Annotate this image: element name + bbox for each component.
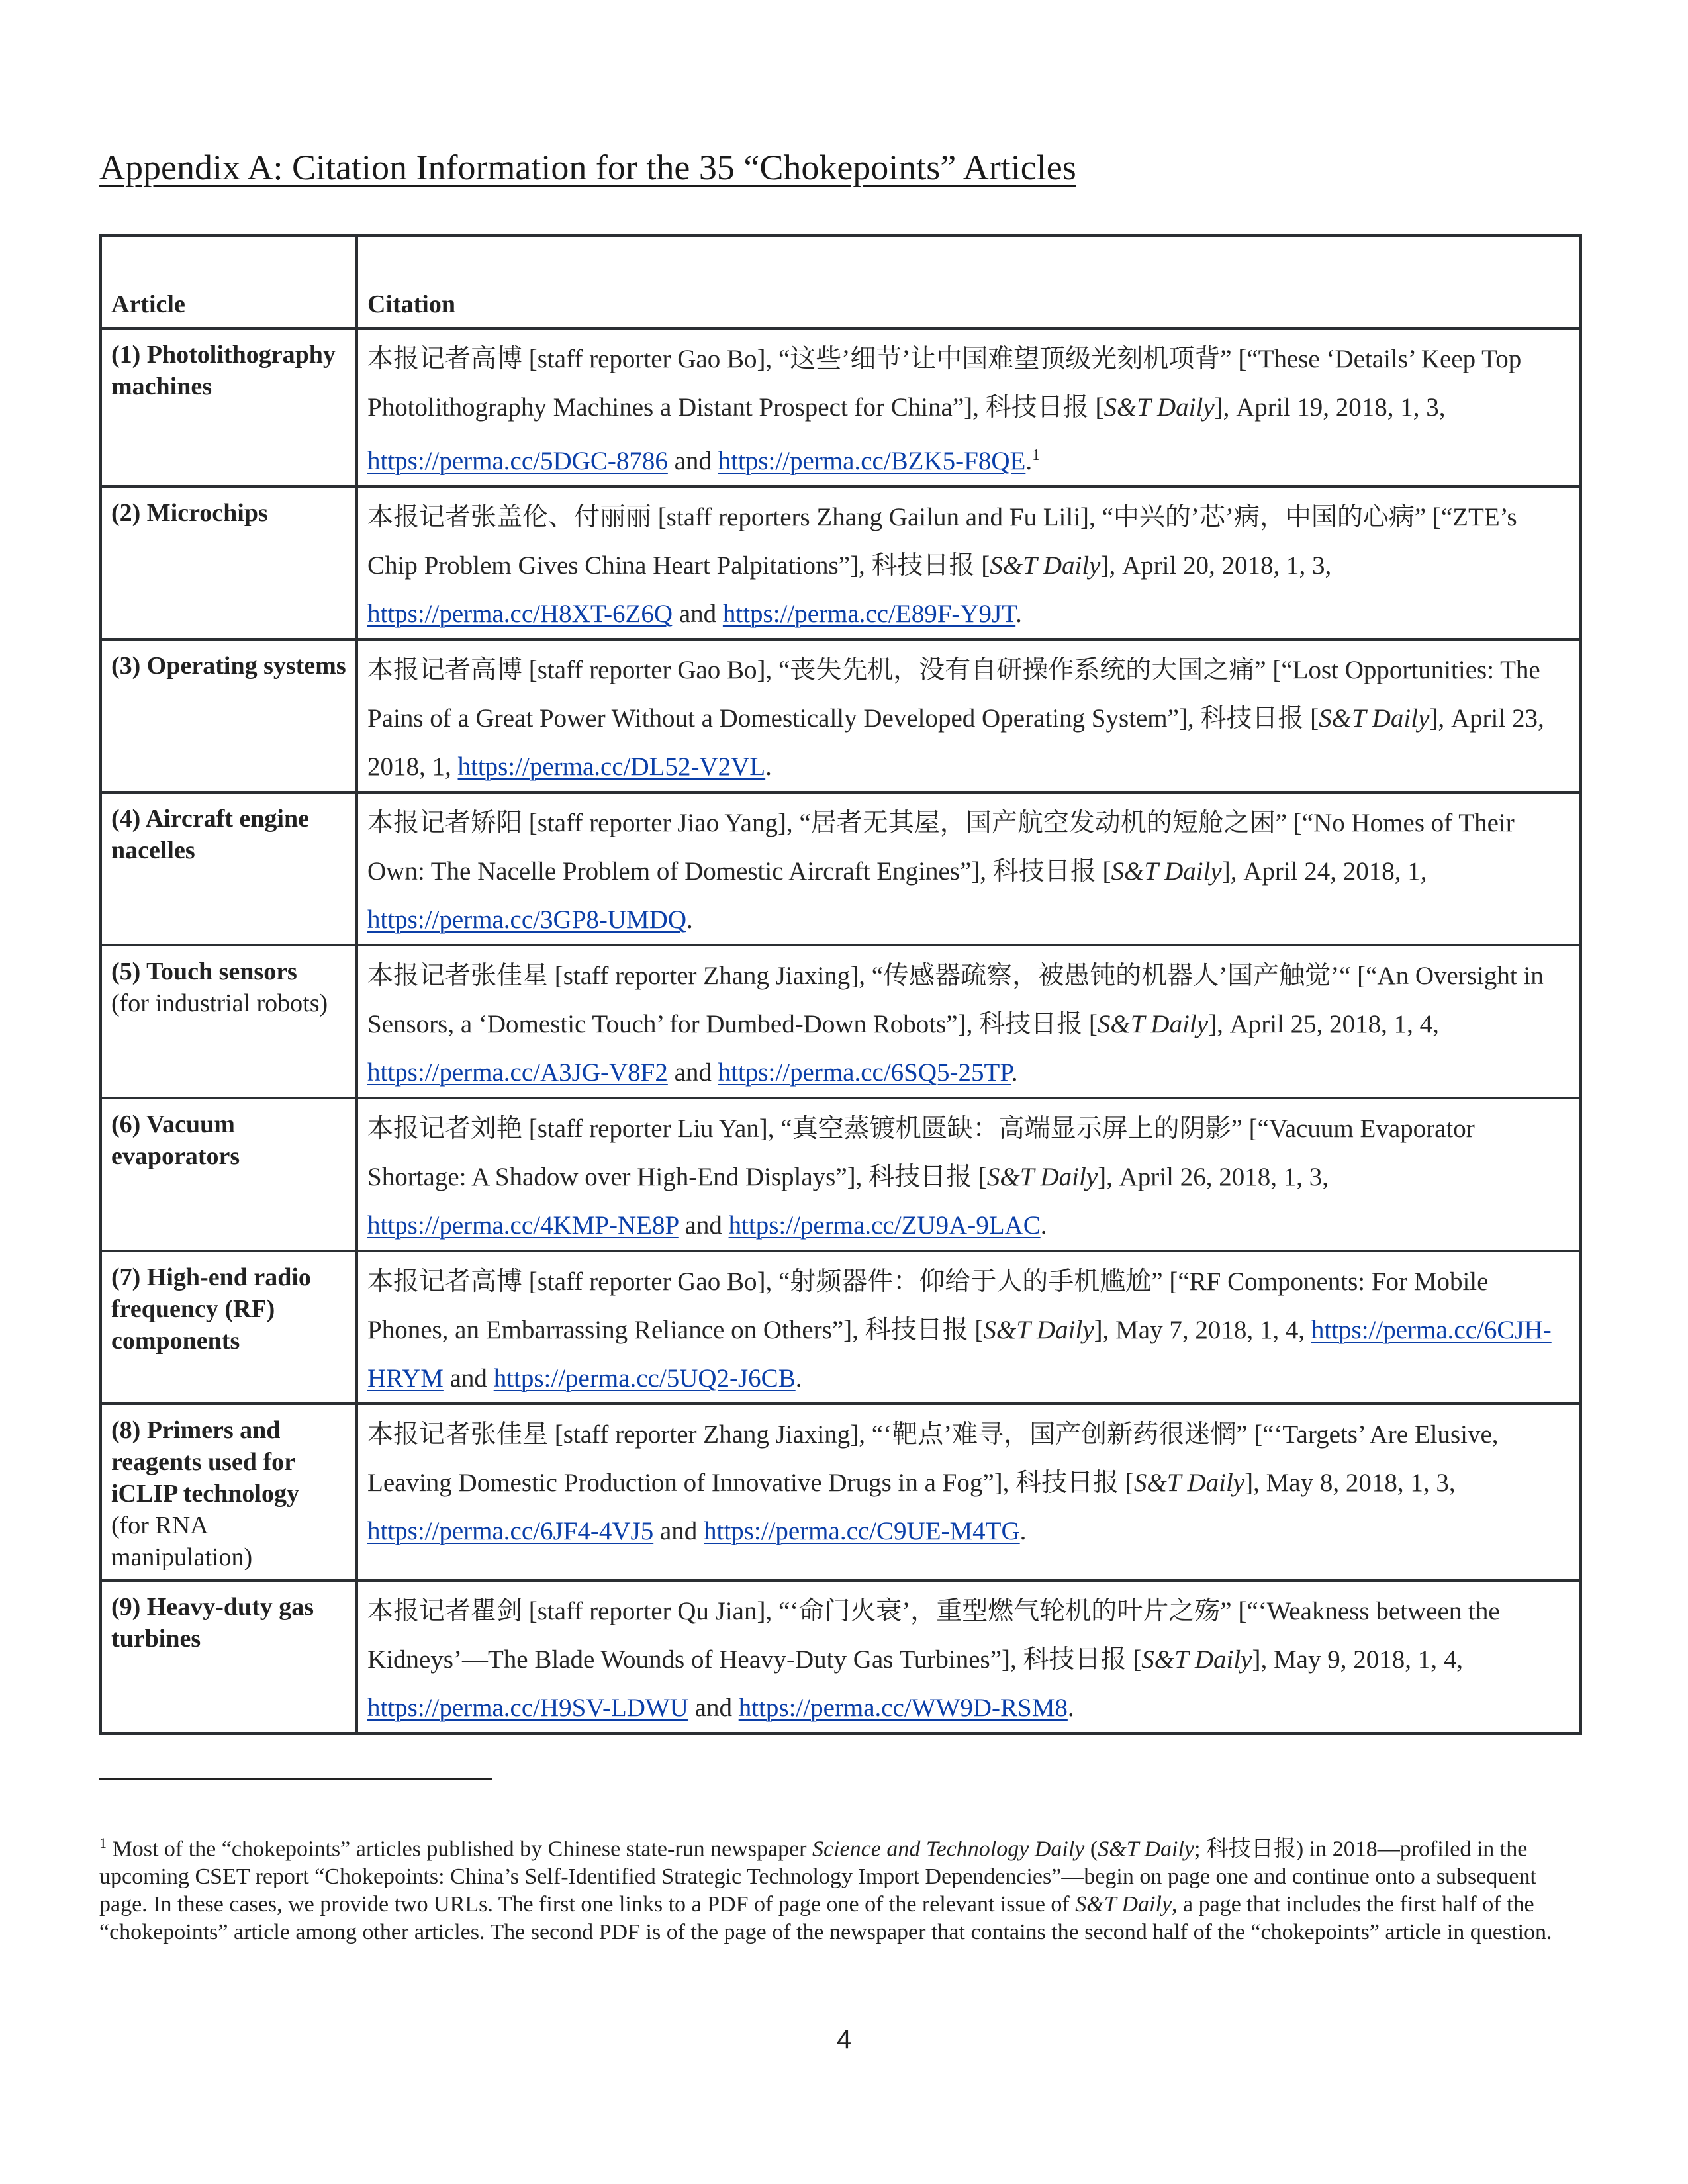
table-row bbox=[101, 945, 1581, 1098]
article-sublabel: (for RNA manipulation) bbox=[111, 1512, 253, 1571]
article-cell bbox=[101, 1580, 357, 1733]
article-label: (9) Heavy-duty gas turbines bbox=[111, 1593, 314, 1653]
perma-link[interactable]: https://perma.cc/5UQ2-J6CB bbox=[493, 1364, 796, 1392]
table-row bbox=[101, 792, 1581, 945]
and-text: and bbox=[659, 1517, 698, 1545]
article-label: (7) High-end radio frequency (RF) components bbox=[111, 1263, 311, 1355]
perma-link[interactable]: https://perma.cc/6CJH-HRYM bbox=[367, 1316, 1552, 1392]
citation-cell: 本报记者高博 [staff reporter Gao Bo], “丧失先机，没有自研操作系统的大国之痛” [“Lost Opportunities: The Pains of a Great Power Without a Domestically Developed Operating System”], 科技日报 [S&T Daily], April 23, 2018, 1, https://perma.cc/DL52-V2VL. bbox=[357, 639, 1581, 792]
citation-paper-en: S&T Daily bbox=[1319, 704, 1430, 733]
article-label: (3) Operating systems bbox=[111, 652, 346, 680]
citation-cell: 本报记者张盖伦、付丽丽 [staff reporters Zhang Gailun and Fu Lili], “中兴的’芯’病，中国的心病” [“ZTE’s Chip Problem Gives China Heart Palpitations”], 科技日报 [S&T Daily], April 20, 2018, 1, 3, https://perma.cc/H8XT-6Z6Q and https://perma.cc/E89F-Y9JT. bbox=[357, 486, 1581, 639]
citation-cell: 本报记者瞿剑 [staff reporter Qu Jian], “‘命门火衰’，重型燃气轮机的叶片之殇” [“‘Weakness between the Kidneys’—The Blade Wounds of Heavy-Duty Gas Turbines”], 科技日报 [S&T Daily], May 9, 2018, 1, 4, https://perma.cc/H9SV-LDWU and https://perma.cc/WW9D-RSM8. bbox=[357, 1580, 1581, 1733]
article-cell bbox=[101, 486, 357, 639]
citation-cell: 本报记者高博 [staff reporter Gao Bo], “射频器件：仰给于人的手机尴尬” [“RF Components: For Mobile Phones, an Embarrassing Reliance on Others”], 科技日报 [S&T Daily], May 7, 2018, 1, 4, https://perma.cc/6CJH-HRYM and https://perma.cc/5UQ2-J6CB. bbox=[357, 1251, 1581, 1404]
perma-link[interactable]: https://perma.cc/ZU9A-9LAC bbox=[728, 1211, 1041, 1240]
citation-author: 本报记者矫阳 [staff reporter Jiao Yang], bbox=[367, 809, 800, 837]
perma-link[interactable]: https://perma.cc/E89F-Y9JT bbox=[722, 600, 1016, 628]
citation-date: ], April 26, 2018, 1, 3, bbox=[1098, 1163, 1329, 1191]
perma-link[interactable]: https://perma.cc/6JF4-4VJ5 bbox=[367, 1517, 654, 1545]
article-cell bbox=[101, 1404, 357, 1580]
citation-paper-en: S&T Daily bbox=[1097, 1010, 1209, 1038]
article-label: (2) Microchips bbox=[111, 499, 268, 527]
table-header-row bbox=[101, 236, 1581, 328]
perma-link[interactable]: https://perma.cc/4KMP-NE8P bbox=[367, 1211, 679, 1240]
article-cell bbox=[101, 639, 357, 792]
citation-title: “居者无其屋，国产航空发动机的短舱之困” [“No Homes of Their Own: The Nacelle Problem of Domestic Aircraft Engines”], bbox=[367, 809, 1515, 886]
citation-paper-cn: 科技日报 bbox=[985, 393, 1089, 422]
citation-paper-en: S&T Daily bbox=[990, 551, 1101, 580]
citation-author: 本报记者张盖伦、付丽丽 [staff reporters Zhang Gailun and Fu Lili], bbox=[367, 503, 1102, 531]
footnote-paper-name: Science and Technology Daily bbox=[812, 1837, 1085, 1862]
citation-paper-cn: 科技日报 bbox=[868, 1163, 972, 1191]
article-label: (8) Primers and reagents used for iCLIP technology bbox=[111, 1416, 299, 1508]
perma-link[interactable]: https://perma.cc/A3JG-V8F2 bbox=[367, 1058, 668, 1087]
footnote-text: , a page that includes the first half of the “chokepoints” article among other articles. The second PDF is of the page of the newspaper that contains the second half of the “chokepoints” article in question. bbox=[99, 1892, 1552, 1945]
perma-link[interactable]: https://perma.cc/H8XT-6Z6Q bbox=[367, 600, 673, 628]
footnote-text: ( bbox=[1084, 1837, 1098, 1862]
and-text: and bbox=[674, 1058, 712, 1087]
citation-title: “‘命门火衰’，重型燃气轮机的叶片之殇” [“‘Weakness between the Kidneys’—The Blade Wounds of Heavy-Duty Gas Turbines”], bbox=[367, 1597, 1500, 1674]
perma-link[interactable]: https://perma.cc/5DGC-8786 bbox=[367, 447, 668, 475]
article-label: (1) Photolithography machines bbox=[111, 341, 336, 400]
citation-cell: 本报记者张佳星 [staff reporter Zhang Jiaxing], “‘靶点’难寻，国产创新药很迷惘” [“‘Targets’ Are Elusive, Leaving Domestic Production of Innovative Drugs in a Fog”], 科技日报 [S&T Daily], May 8, 2018, 1, 3, https://perma.cc/6JF4-4VJ5 and https://perma.cc/C9UE-M4TG. bbox=[357, 1404, 1581, 1580]
table-row bbox=[101, 1251, 1581, 1404]
citation-paper-en: S&T Daily bbox=[1133, 1469, 1245, 1497]
table-row bbox=[101, 1580, 1581, 1733]
footnote-divider bbox=[99, 1778, 492, 1780]
citation-author: 本报记者张佳星 [staff reporter Zhang Jiaxing], bbox=[367, 1420, 872, 1449]
citation-date: ], April 20, 2018, 1, 3, bbox=[1100, 551, 1332, 580]
footnote-text: Most of the “chokepoints” articles published by Chinese state-run newspaper bbox=[107, 1837, 813, 1862]
citation-paper-cn: 科技日报 bbox=[979, 1010, 1083, 1038]
citation-paper-en: S&T Daily bbox=[983, 1316, 1094, 1344]
citation-date: ], April 23, 2018, 1, bbox=[367, 704, 1544, 781]
citation-cell: 本报记者刘艳 [staff reporter Liu Yan], “真空蒸镀机匮缺：高端显示屏上的阴影” [“Vacuum Evaporator Shortage: A Shadow over High-End Displays”], 科技日报 [S&T Daily], April 26, 2018, 1, 3, https://perma.cc/4KMP-NE8P and https://perma.cc/ZU9A-9LAC. bbox=[357, 1098, 1581, 1251]
citation-date: ], April 19, 2018, 1, 3, bbox=[1214, 393, 1446, 422]
table-row bbox=[101, 328, 1581, 486]
citation-title: “中兴的’芯’病，中国的心病” [“ZTE’s Chip Problem Gives China Heart Palpitations”], bbox=[367, 503, 1517, 580]
perma-link[interactable]: https://perma.cc/WW9D-RSM8 bbox=[738, 1694, 1068, 1722]
citation-author: 本报记者高博 [staff reporter Gao Bo], bbox=[367, 656, 778, 684]
citation-date: ], May 7, 2018, 1, 4, bbox=[1094, 1316, 1311, 1344]
citation-paper-en: S&T Daily bbox=[1141, 1645, 1252, 1674]
citation-cell: 本报记者高博 [staff reporter Gao Bo], “这些’细节’让中国难望顶级光刻机项背” [“These ‘Details’ Keep Top Photolithography Machines a Distant Prospect for China”], 科技日报 [S&T Daily], April 19, 2018, 1, 3, https://perma.cc/5DGC-8786 and https://perma.cc/BZK5-F8QE.$^1$ bbox=[357, 328, 1581, 486]
citation-cell: 本报记者矫阳 [staff reporter Jiao Yang], “居者无其屋，国产航空发动机的短舱之困” [“No Homes of Their Own: The Nacelle Problem of Domestic Aircraft Engines”], 科技日报 [S&T Daily], April 24, 2018, 1, https://perma.cc/3GP8-UMDQ. bbox=[357, 792, 1581, 945]
table-row bbox=[101, 486, 1581, 639]
citation-title: “传感器疏察，被愚钝的机器人’国产触觉’“ [“An Oversight in Sensors, a ‘Domestic Touch’ for Dumbed-Down Robots”], bbox=[367, 962, 1544, 1038]
citation-title: “真空蒸镀机匮缺：高端显示屏上的阴影” [“Vacuum Evaporator Shortage: A Shadow over High-End Displays”], bbox=[367, 1115, 1475, 1191]
footnote bbox=[99, 1829, 1582, 1946]
footnote-number: 1 bbox=[99, 1835, 107, 1851]
and-text: and bbox=[449, 1364, 487, 1392]
article-label: (5) Touch sensors bbox=[111, 958, 297, 985]
perma-link[interactable]: https://perma.cc/H9SV-LDWU bbox=[367, 1694, 688, 1722]
page-title: Appendix A: Citation Information for the 35 “Chokepoints” Articles bbox=[99, 148, 1076, 187]
citation-title: “射频器件：仰给于人的手机尴尬” [“RF Components: For Mobile Phones, an Embarrassing Reliance on Others”], bbox=[367, 1267, 1489, 1344]
citation-title: “丧失先机，没有自研操作系统的大国之痛” [“Lost Opportunities: The Pains of a Great Power Without a Domestically Developed Operating System”], bbox=[367, 656, 1540, 733]
perma-link[interactable]: https://perma.cc/6SQ5-25TP bbox=[718, 1058, 1011, 1087]
article-cell bbox=[101, 945, 357, 1098]
footnote-paper-short: S&T Daily bbox=[1098, 1837, 1194, 1862]
citation-author: 本报记者张佳星 [staff reporter Zhang Jiaxing], bbox=[367, 962, 872, 990]
citation-date: ], April 25, 2018, 1, 4, bbox=[1208, 1010, 1439, 1038]
page-number: 4 bbox=[836, 2025, 852, 2054]
and-text: and bbox=[694, 1694, 732, 1722]
citation-paper-cn: 科技日报 bbox=[992, 857, 1096, 886]
footnote-ref[interactable]: 1 bbox=[1032, 447, 1041, 464]
article-cell bbox=[101, 328, 357, 486]
citation-date: ], May 8, 2018, 1, 3, bbox=[1244, 1469, 1456, 1497]
citation-paper-cn: 科技日报 bbox=[1200, 704, 1304, 733]
citation-paper-en: S&T Daily bbox=[1103, 393, 1215, 422]
article-label: (4) Aircraft engine nacelles bbox=[111, 805, 309, 864]
citation-paper-cn: 科技日报 bbox=[871, 551, 975, 580]
citation-paper-cn: 科技日报 bbox=[1023, 1645, 1127, 1674]
citation-author: 本报记者刘艳 [staff reporter Liu Yan], bbox=[367, 1115, 781, 1143]
column-header-article: Article bbox=[101, 236, 357, 328]
citation-title: “‘靶点’难寻，国产创新药很迷惘” [“‘Targets’ Are Elusive, Leaving Domestic Production of Innovative Drugs in a Fog”], bbox=[367, 1420, 1499, 1497]
citation-paper-en: S&T Daily bbox=[986, 1163, 1098, 1191]
citation-paper-cn: 科技日报 bbox=[865, 1316, 968, 1344]
article-sublabel: (for industrial robots) bbox=[111, 989, 328, 1017]
citation-cell: 本报记者张佳星 [staff reporter Zhang Jiaxing], “传感器疏察，被愚钝的机器人’国产触觉’“ [“An Oversight in Sensors, a ‘Domestic Touch’ for Dumbed-Down Robots”], 科技日报 [S&T Daily], April 25, 2018, 1, 4, https://perma.cc/A3JG-V8F2 and https://perma.cc/6SQ5-25TP. bbox=[357, 945, 1581, 1098]
article-cell bbox=[101, 1251, 357, 1404]
column-header-citation: Citation bbox=[357, 236, 1581, 328]
citation-paper-cn: 科技日报 bbox=[1015, 1469, 1119, 1497]
citation-date: ], April 24, 2018, 1, bbox=[1221, 857, 1427, 886]
table-row bbox=[101, 1098, 1581, 1251]
article-cell bbox=[101, 1098, 357, 1251]
citation-author: 本报记者瞿剑 [staff reporter Qu Jian], bbox=[367, 1597, 778, 1625]
table-row bbox=[101, 1404, 1581, 1580]
perma-link[interactable]: https://perma.cc/C9UE-M4TG bbox=[704, 1517, 1020, 1545]
article-label: (6) Vacuum evaporators bbox=[111, 1111, 240, 1170]
perma-link[interactable]: https://perma.cc/BZK5-F8QE bbox=[718, 447, 1026, 475]
table-row bbox=[101, 639, 1581, 792]
citation-table bbox=[99, 234, 1582, 1735]
footnote-text: ; 科技日报) in 2018—profiled in the upcoming CSET report “Chokepoints: China’s Self-Identified Strategic Technology Import Dependencies”—begin on page one and continue onto a subsequent page. In these cases, we provide two URLs. The first one links to a PDF of page one of the relevant issue of bbox=[99, 1837, 1536, 1917]
article-cell bbox=[101, 792, 357, 945]
citation-author: 本报记者高博 [staff reporter Gao Bo], bbox=[367, 1267, 778, 1296]
and-text: and bbox=[684, 1211, 722, 1240]
citation-date: ], May 9, 2018, 1, 4, bbox=[1252, 1645, 1463, 1674]
citation-author: 本报记者高博 [staff reporter Gao Bo], bbox=[367, 345, 778, 373]
citation-title: “这些’细节’让中国难望顶级光刻机项背” [“These ‘Details’ Keep Top Photolithography Machines a Distant Prospect for China”], bbox=[367, 345, 1522, 422]
perma-link[interactable]: https://perma.cc/DL52-V2VL bbox=[457, 752, 766, 781]
and-text: and bbox=[679, 600, 717, 628]
citation-paper-en: S&T Daily bbox=[1111, 857, 1222, 886]
and-text: and bbox=[674, 447, 712, 475]
footnote-paper-short: S&T Daily bbox=[1075, 1892, 1172, 1917]
perma-link[interactable]: https://perma.cc/3GP8-UMDQ bbox=[367, 905, 687, 934]
